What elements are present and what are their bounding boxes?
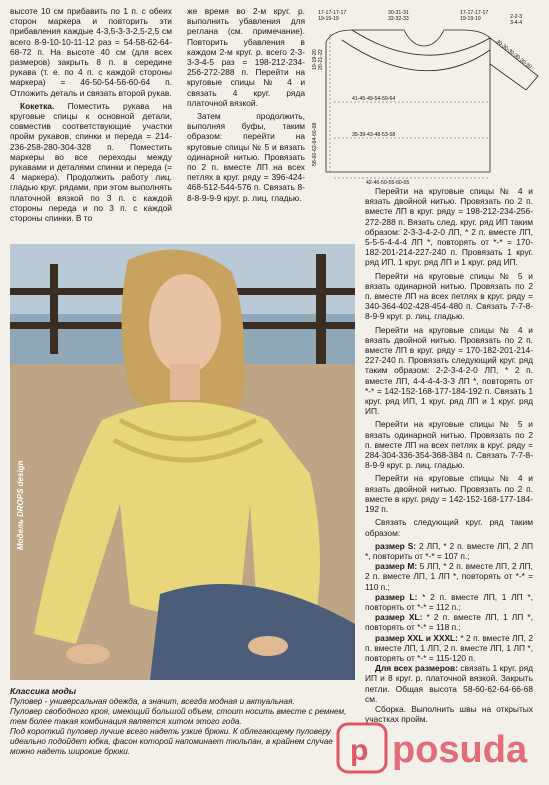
model-photo: [10, 244, 355, 680]
label-neck-center-2: 32-32-33: [388, 16, 409, 22]
label-armhole-2: 20-21-22: [318, 49, 324, 70]
left-paragraph-2: [10, 101, 172, 223]
size-l-text: * 2 п. вместе ЛП, 1 ЛП *, повторять от *-* = 112 п.;: [365, 591, 533, 612]
yoke-curve-1: [352, 30, 490, 55]
right-paragraph-4: Перейти на круговые спицы № 5 и вязать одинарной нитью. Провязать по 2 п. вместе ЛП на всех петлях в круг. ряду = 284-304-336-354-368-384 п. Связать 7-7-8-8-9-9 круг. р. лиц. гладью.: [365, 419, 533, 471]
size-s-line: [365, 541, 533, 561]
hand-right: [248, 636, 288, 656]
left-paragraph-1: высоте 10 см прибавить по 1 п. с обеих сторон маркера и повторить эти прибавления каждые 4-3,5-3-3-2,5-2,5 см всего 8-9-10-10-11-12 раз = 54-58-62-64-68-72 п. На высоте 40 см (для всех размеров) закрыть 8 п. в середине рукава (т. е. по 4 п. с каждой стороны маркера) = 46-50-54-56-60-64 п. Отложить деталь и связать второй рукав.: [10, 6, 172, 98]
size-s-text: 2 ЛП, * 2 п. вместе ЛП, 2 ЛП *, повторить от *-* = 107 п.;: [365, 540, 533, 561]
left-text-column: [10, 6, 172, 226]
watermark-logo-letter: p: [350, 734, 369, 767]
assembly-line: Сборка. Выполнить швы на открытых участках пройм.: [365, 703, 533, 725]
right-paragraph-6: Связать следующий круг. ряд таким образом:: [365, 517, 533, 538]
size-l-label: размер L:: [375, 591, 418, 602]
size-xl-line: [365, 612, 533, 632]
label-width-lower: 35-39-43-48-53-58: [352, 132, 396, 138]
right-paragraph-3: Перейти на круговые спицы № 4 и вязать двойной нитью. Провязать по 2 п. вместе ЛП в круг. ряду = 170-182-201-214-227-240 п. Провязать следующий круг. ряд таким образом: 2-2-3-4-2-0 ЛП, * 2 п. вместе ЛП, 4-4-4-4-3-3 ЛП *, повторять от *-* = 142-152-168-177-184-192 п. Связать 1 круг. ряд ИП, 1 круг. ряд ЛП и 1 круг. ряд ИП.: [365, 324, 533, 417]
label-width-upper: 41-45-49-54-59-64: [352, 96, 396, 102]
middle-text-column: [187, 6, 305, 206]
label-armhole-1: 19-19-20: [312, 49, 318, 70]
size-xxl-label: размер XXL и XXXL:: [375, 632, 458, 643]
photo-illustration: [10, 244, 355, 680]
yoke-curve-2: [342, 40, 490, 71]
label-neck-right-1: 17-17-17-17: [460, 10, 489, 16]
label-top-right-2: 3-4-4: [510, 20, 523, 26]
caption-line-3: Под короткий пуловер лучше всего надеть узкие брюки. К облегающему пуловеру идеально подойдет юбка, фасон которой напоминает тюльпан, в крайнем случае можно надеть широкие брюки.: [10, 727, 333, 756]
right-text-column: [365, 186, 533, 727]
site-watermark: [336, 718, 546, 778]
watermark-text: posuda: [392, 729, 528, 771]
all-sizes-line: [365, 663, 533, 704]
label-neck-right-2: 19-19-19: [460, 16, 481, 22]
size-l-line: [365, 592, 533, 612]
all-sizes-label: Для всех размеров:: [375, 663, 458, 674]
pattern-schematic: [312, 6, 544, 186]
caption-line-1: Пуловер - универсальная одежда, а значит, всегда модная и актуальная.: [10, 697, 295, 706]
right-paragraph-2: Перейти на круговые спицы № 5 и вязать одинарной нитью. Провязать по 2 п. вместе ЛП на всех петлях в круг. ряду = 340-364-402-428-454-480 п. Связать 7-7-8-8-9-9 круг. р. лиц. гладью.: [365, 270, 533, 322]
caption-title: Классика моды: [10, 686, 77, 696]
label-body-length: 58-60-62-64-66-68: [312, 122, 318, 166]
caption-line-2: Пуловер свободного кроя, имеющий большой объем, стоит носить вместе с ремнем, тем более такая комбинация является хитом этого года.: [10, 707, 347, 726]
label-bottom-width: 42-46-50-55-60-65: [366, 180, 410, 186]
size-m-text: 5 ЛП, * 2 п. вместе ЛП, 2 ЛП, 2 п. вместе ЛП, 1 ЛП *, повторять от *-* = 110 п.;: [365, 561, 533, 592]
label-sleeve-length: 30-30-30-30-30-30: [494, 38, 533, 71]
size-m-line: [365, 561, 533, 592]
caption-box: [10, 686, 355, 757]
photo-credit: Модель DROPS design: [16, 460, 25, 550]
size-s-label: размер S:: [375, 540, 417, 551]
size-xxl-text: * 2 п. вместе ЛП, 2 п. вместе ЛП, 1 ЛП, 2 п. вместе ЛП, 1 ЛП *, повторять от *-* = 115-120 п.: [365, 632, 533, 663]
label-neck-left-1: 17-17-17-17: [318, 10, 347, 16]
neck: [170, 364, 200, 400]
label-top-right-1: 2-2-3: [510, 14, 523, 20]
size-m-label: размер M:: [375, 561, 418, 572]
all-sizes-text: связать 1 круг. ряд ИП и 8 круг. р. платочной вязкой. Закрыть петли. Общая высота 58-60-62-64-66-68 см.: [365, 663, 533, 704]
face: [149, 274, 221, 374]
yoke-text: Поместить рукава на круговые спицы к основной детали, совместив соответствующие участки пройм рукавов, спинки и переда = 214-236-258-280-304-328 п. Поместить маркеры во все переходы между рукавами и деталями спинки и переда (= 4 маркера). Продолжить работу лиц. гладью круг. рядами, при этом выполнять платочной вязкой по 3 п. с каждой стороны переда и по 3 п. с каждой стороны спинки. В то: [10, 100, 172, 224]
mid-paragraph-2: Затем продолжить, выполняя буфы, таким образом: перейти на круговые спицы № 5 и вязать одинарной нитью. Провязать по 2 п. вместе ЛП на всех петлях в круг. ряду = 396-424-468-512-544-576 п. Связать 8-8-8-9-9-9 круг. р. лиц. гладью.: [187, 111, 305, 203]
hand-left: [66, 644, 110, 664]
mid-paragraph-1: же время во 2-м круг. р. выполнить убавления для реглана (см. примечание). Повторить убавления в каждом 2-м круг. р. всего 2-3-3-3-4-5 раз = 198-212-234-256-272-288 п. Перейти на круговые спицы № 4 и связать 4 круг. ряда платочной вязкой.: [187, 6, 305, 108]
size-xxl-line: [365, 633, 533, 664]
label-neck-center-1: 30-31-31: [388, 10, 409, 16]
right-paragraph-1: Перейти на круговые спицы № 4 и вязать двойной нитью. Провязать по 2 п. вместе ЛП в круг. ряду = 198-212-234-256-272-288 п. Вязать след. круг. ряд ИП таким образом: 2-3-3-4-2-0 ЛП, * 2 п. вместе ЛП, 5-5-5-4-4-4 ЛП *, повторять от *-* = 170-182-201-214-227-240 п. Провязать 1 круг. ряд ИП, 1 круг. ряд ЛП и 1 круг. ряд ИП.: [365, 186, 533, 268]
label-neck-left-2: 19-19-19: [318, 16, 339, 22]
size-xl-text: * 2 п. вместе ЛП, 1 ЛП *, повторять от *-* = 118 п.;: [365, 612, 533, 633]
yoke-heading: Кокетка.: [20, 100, 55, 111]
right-paragraph-5: Перейти на круговые спицы № 4 и вязать двойной нитью. Провязать по 2 п. вместе в круг. ряду = 142-152-168-177-184-192 п.: [365, 473, 533, 515]
size-xl-label: размер XL:: [375, 612, 423, 623]
